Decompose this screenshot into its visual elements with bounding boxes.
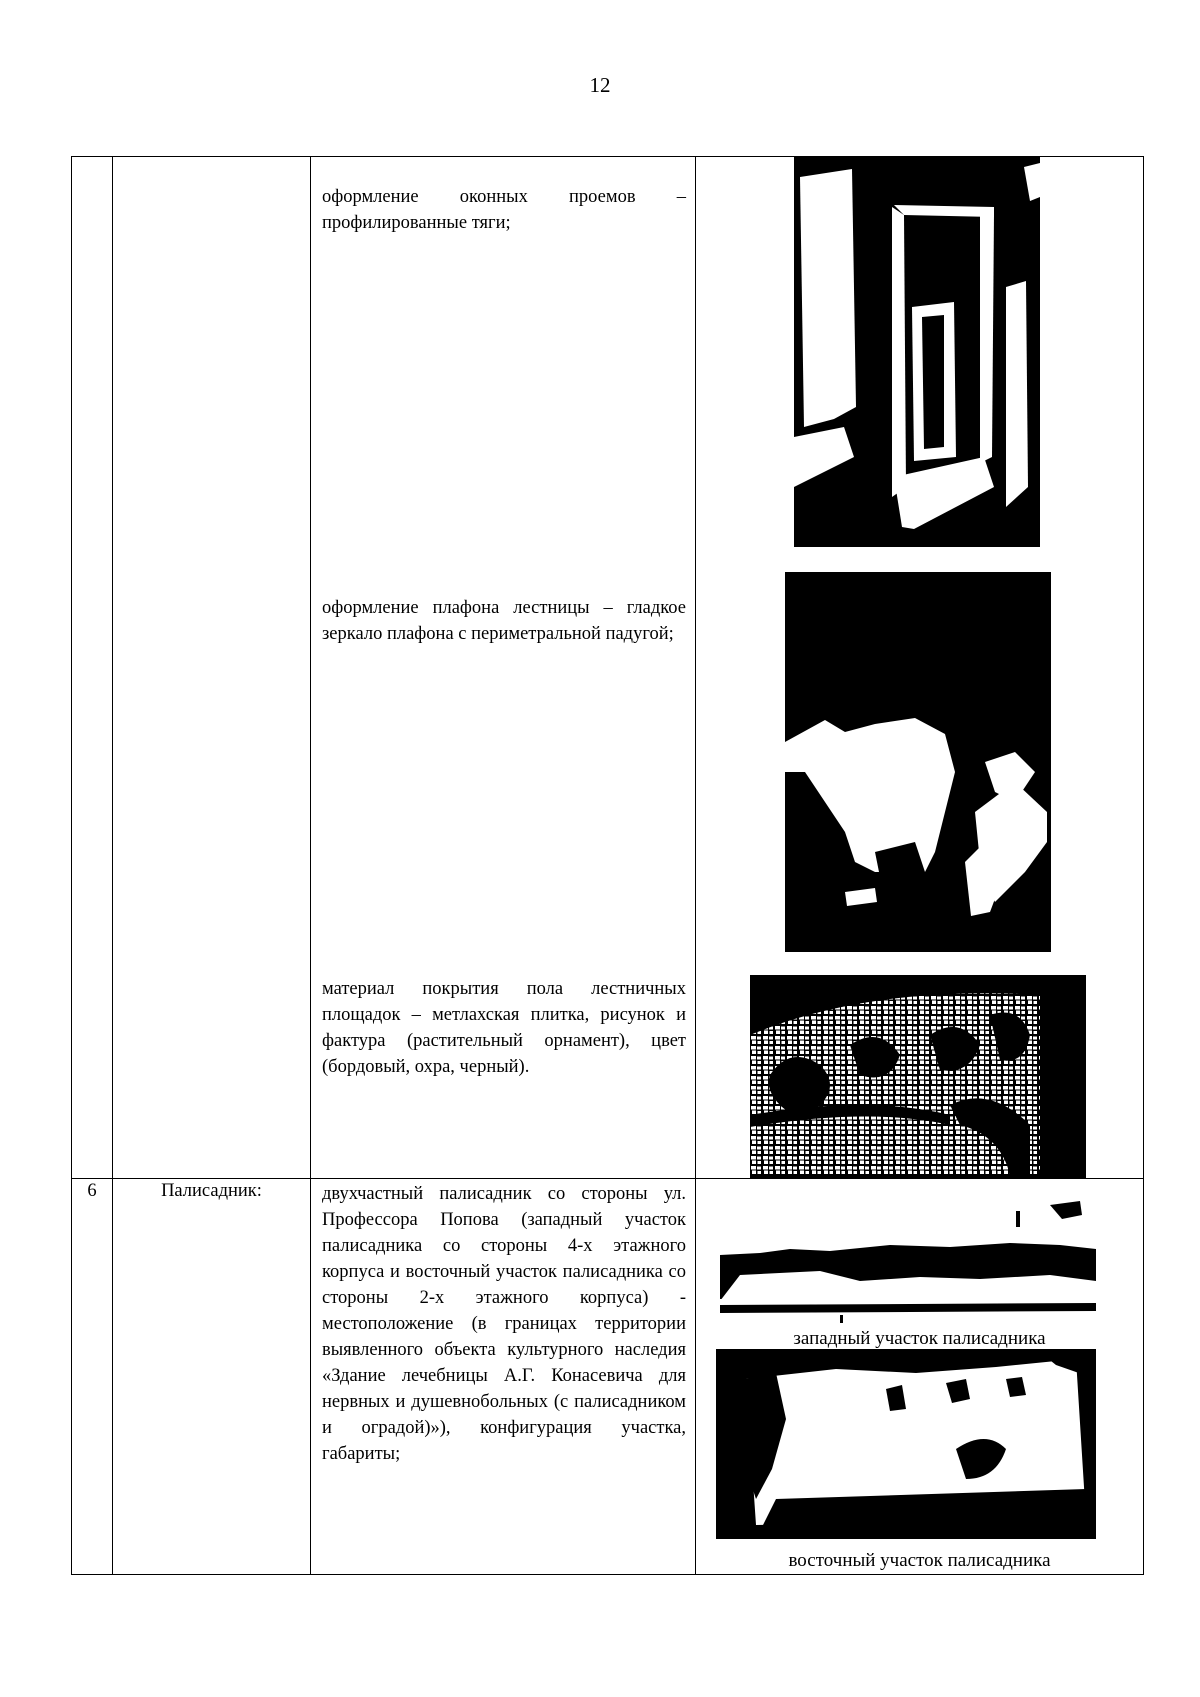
row-name-cell — [113, 157, 311, 1179]
row-name-cell: Палисадник: — [113, 1179, 311, 1575]
row-photo-cell — [696, 157, 1144, 1179]
row-photo-cell — [696, 1179, 1144, 1575]
table-row — [72, 1179, 1144, 1575]
west-garden-photo — [720, 1195, 1096, 1323]
item-text: двухчастный палисадник со стороны ул. Профессора Попова (западный участок палисадника со стороны 4-х этажного корпуса и восточный участок палисадника со стороны 2-х этажного корпуса) - местоположение (в границах территории выявленного объекта культурного наследия «Здание лечебницы А.Г. Конасевича для нервных и душевнобольных (с палисадником и оградой)»), конфигурация участка, габариты; — [322, 1184, 686, 1464]
table-row — [72, 157, 1144, 1179]
row-number-cell: 6 — [72, 1179, 113, 1575]
east-garden-photo — [716, 1349, 1096, 1539]
east-garden-caption: восточный участок палисадника — [788, 1550, 1051, 1571]
item-text: оформление оконных проемов – профилированные тяги; — [322, 187, 686, 233]
stair-ceiling-photo — [785, 572, 1051, 952]
floor-tile-photo — [750, 975, 1086, 1179]
row-description-cell — [311, 1179, 696, 1575]
row-number-cell — [72, 157, 113, 1179]
item-text: материал покрытия пола лестничных площадок – метлахская плитка, рисунок и фактура (растительный орнамент), цвет (бордовый, охра, черный). — [322, 979, 686, 1077]
register-table — [71, 156, 1144, 1575]
west-garden-caption: западный участок палисадника — [793, 1328, 1046, 1349]
row-description-cell — [311, 157, 696, 1179]
item-text: оформление плафона лестницы – гладкое зеркало плафона с периметральной падугой; — [322, 598, 686, 644]
window-opening-photo — [794, 157, 1040, 547]
page-number: 12 — [589, 73, 611, 97]
